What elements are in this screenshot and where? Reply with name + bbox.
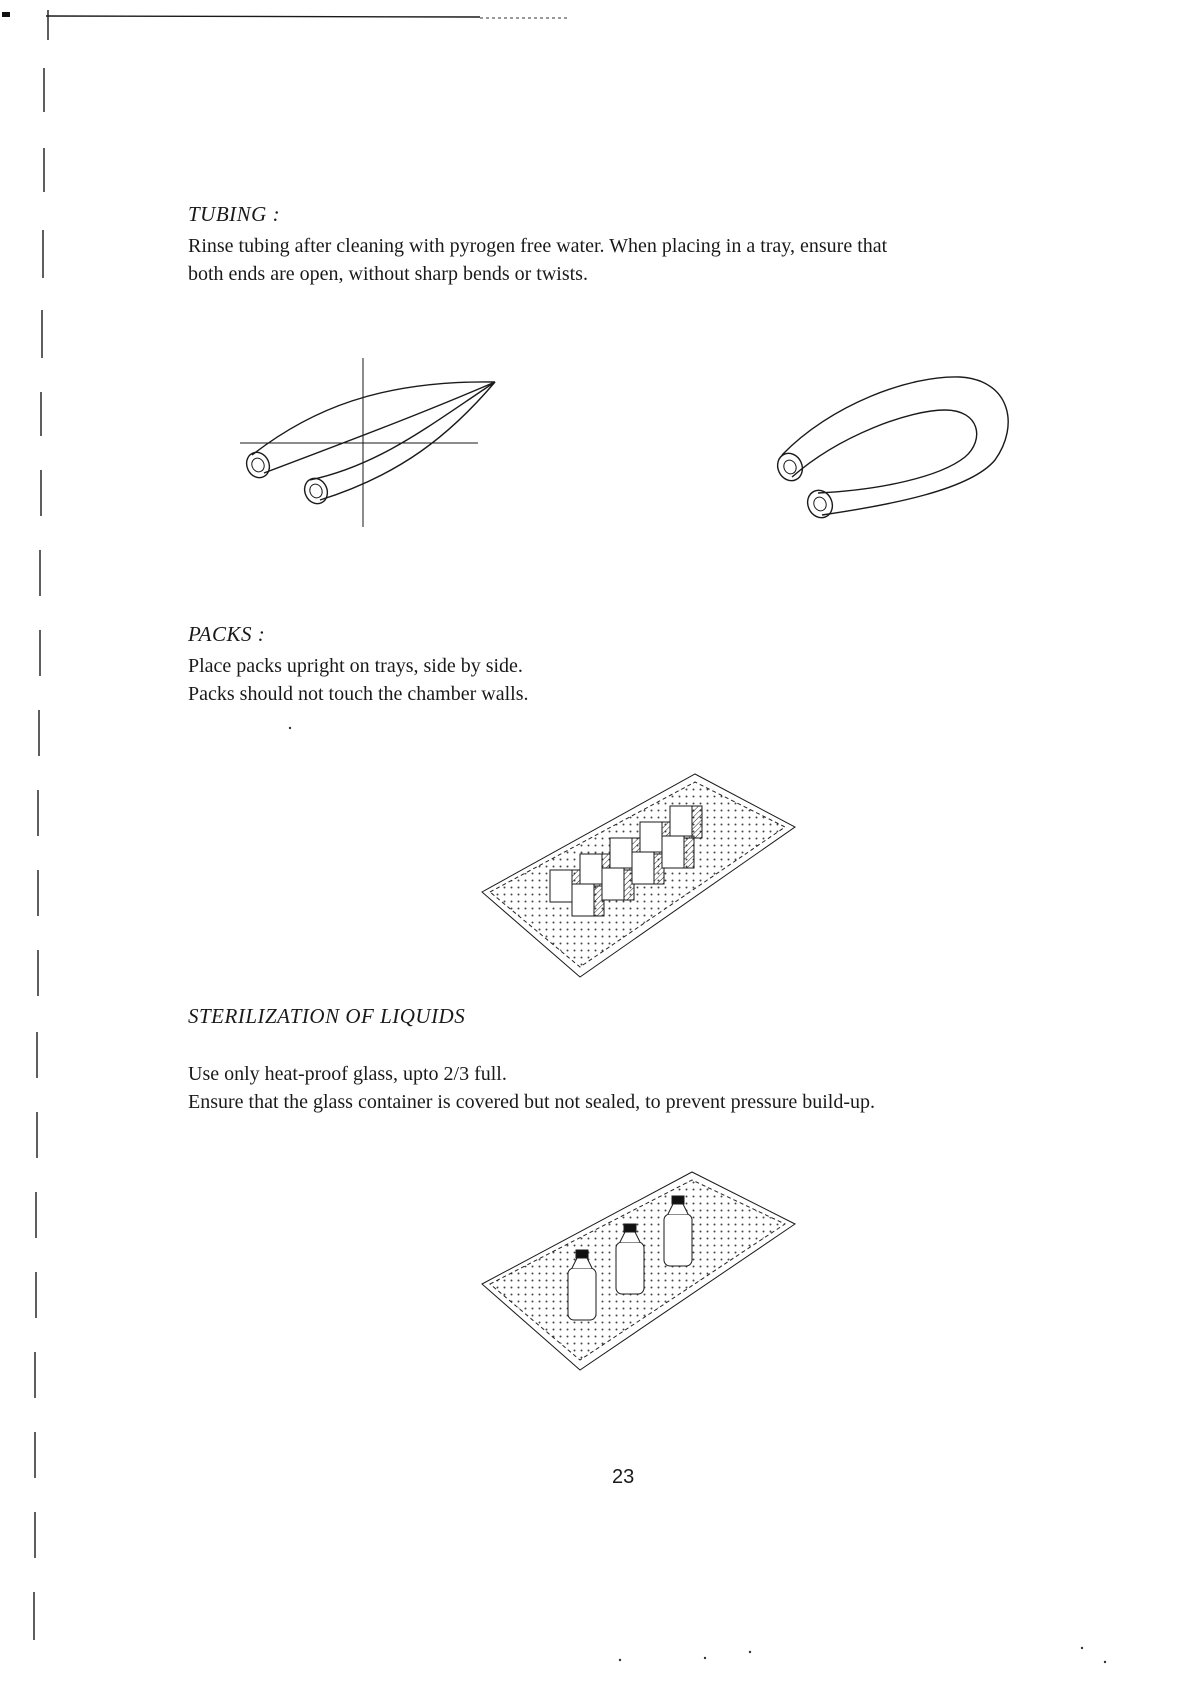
tubing-text-line-2: both ends are open, without sharp bends or twists. <box>188 263 588 285</box>
tubing-heading: TUBING : <box>188 202 281 226</box>
tubing-gentle-curve-illustration <box>770 365 1040 555</box>
liquids-heading: STERILIZATION OF LIQUIDS <box>188 1004 466 1028</box>
packs-text-line-2: Packs should not touch the chamber walls. <box>188 683 529 705</box>
bottles-on-tray-illustration <box>480 1172 800 1372</box>
packs-heading: PACKS : <box>188 622 266 646</box>
tubing-sharp-bend-illustration <box>230 355 530 535</box>
page-number: 23 <box>612 1466 635 1488</box>
packs-text-line-1: Place packs upright on trays, side by side. <box>188 655 523 677</box>
packs-on-tray-illustration <box>480 772 800 982</box>
liquids-text-line-2: Ensure that the glass container is covered but not sealed, to prevent pressure build-up. <box>188 1091 876 1113</box>
tubing-text-line-1: Rinse tubing after cleaning with pyrogen free water. When placing in a tray, ensure that <box>188 235 888 257</box>
liquids-text-line-1: Use only heat-proof glass, upto 2/3 full. <box>188 1063 507 1085</box>
